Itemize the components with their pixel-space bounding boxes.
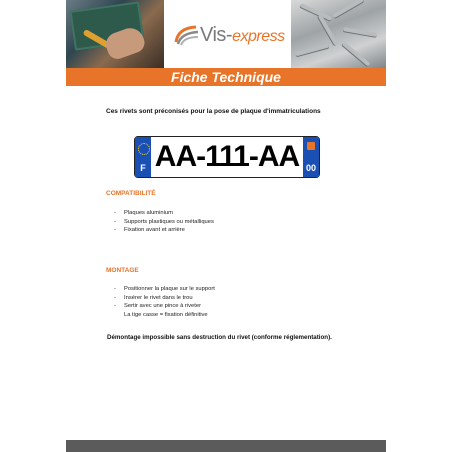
page-title: Fiche Technique — [171, 69, 281, 85]
montage-heading: MONTAGE — [106, 267, 139, 274]
region-band — [303, 137, 319, 177]
brand-logo — [164, 0, 291, 68]
compatibilite-heading: COMPATIBILITÉ — [106, 190, 156, 197]
closing-note: Démontage impossible sans destruction du rivet (conforme réglementation). — [107, 334, 332, 341]
list-item: - Positionner la plaque sur le support — [114, 286, 215, 292]
eu-band — [135, 137, 151, 177]
document-page — [66, 0, 386, 452]
title-bar — [66, 68, 386, 86]
list-item: - Fixation avant et arrière — [114, 227, 185, 233]
list-item: - Plaques aluminium — [114, 210, 173, 216]
plate-number: AA-111-AA — [154, 140, 300, 173]
license-plate-image — [134, 136, 320, 178]
header-banner — [66, 0, 386, 85]
department-number: 00 — [305, 163, 316, 173]
list-item: - Supports plastiques ou métalliques — [114, 218, 214, 225]
intro-text: Ces rivets sont préconisés pour la pose de plaque d'immatriculations — [106, 108, 321, 115]
screws-photo — [291, 0, 386, 68]
region-emblem-icon — [307, 142, 315, 150]
compatibilite-list — [114, 209, 214, 235]
electronics-photo — [66, 0, 164, 68]
brand-name — [200, 24, 285, 47]
brand-accent-text: express — [232, 28, 285, 45]
country-code: F — [140, 163, 146, 173]
list-item: - Sertir avec une pince à riveter — [114, 303, 202, 309]
brand-main-text: Vis- — [200, 24, 233, 46]
list-item: - Insérer le rivet dans le trou — [114, 294, 193, 301]
footer-bar — [66, 440, 386, 452]
list-item-continuation: La tige casse = fixation définitive — [124, 311, 208, 318]
swoosh-logo-icon — [174, 24, 200, 46]
montage-list — [114, 285, 215, 319]
eu-stars-icon — [138, 143, 150, 155]
